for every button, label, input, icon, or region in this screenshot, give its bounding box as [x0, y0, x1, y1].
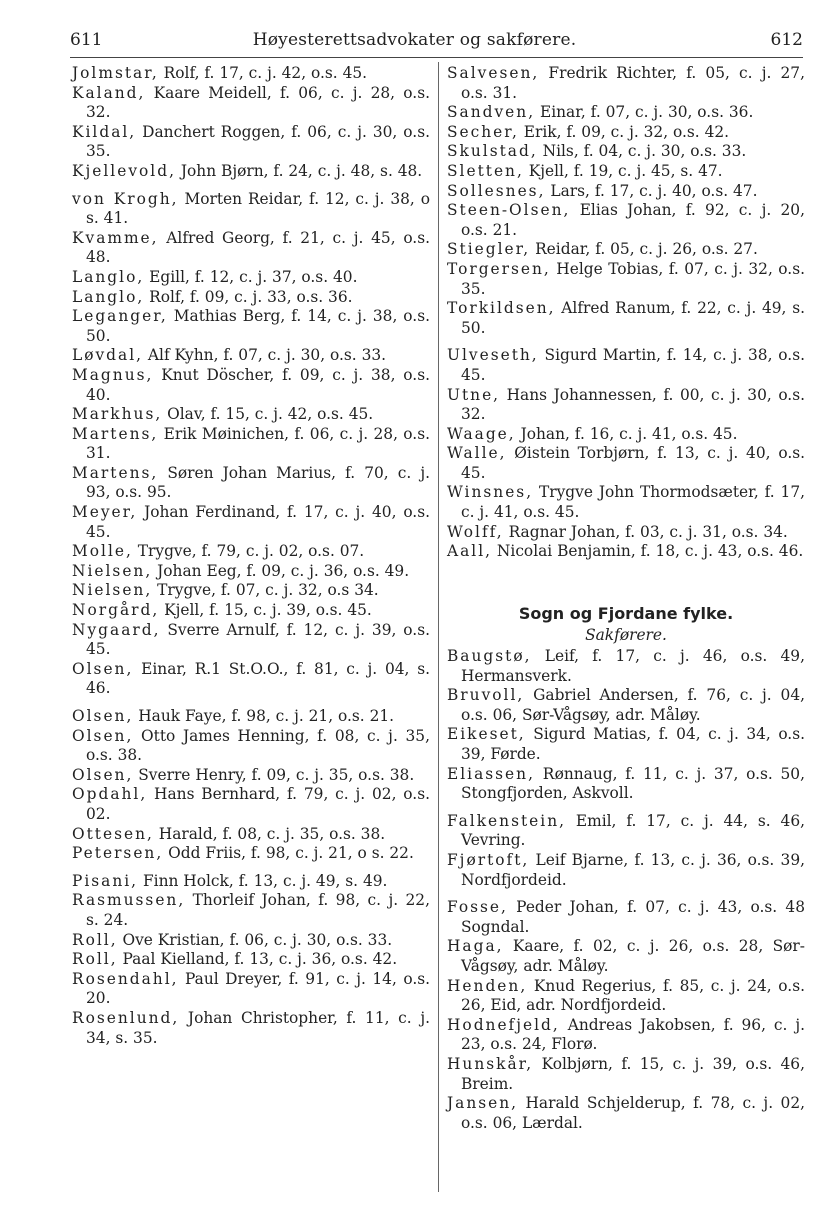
entry-surname: Fosse,: [447, 898, 508, 917]
entry-surname: Pisani,: [72, 871, 139, 890]
list-item: [72, 970, 430, 1009]
entry-surname: Nygaard,: [72, 620, 161, 639]
list-item: [72, 825, 430, 845]
entry-details: Odd Friis, f. 98, c. j. 21, o s. 22.: [163, 844, 414, 863]
entry-surname: Langlo,: [72, 287, 145, 306]
entry-details: Nils, f. 04, c. j. 30, o.s. 33.: [537, 142, 747, 161]
list-item: [447, 386, 805, 425]
entry-details: Peder Johan, f. 07, c. j. 43, o.s. 48 Sogndal.: [461, 898, 805, 936]
running-title: Høyesterettsadvokater og sakførere.: [252, 30, 577, 50]
entry-surname: Meyer,: [72, 503, 138, 522]
entry-surname: Molle,: [72, 542, 133, 561]
entry-surname: Hodnefjeld,: [447, 1015, 560, 1034]
entry-details: Knut Döscher, f. 09, c. j. 38, o.s. 40.: [86, 365, 430, 404]
entry-details: Einar, f. 07, c. j. 30, o.s. 36.: [535, 103, 754, 122]
entry-details: Mathias Berg, f. 14, c. j. 38, o.s. 50.: [86, 307, 430, 345]
entry-details: Rolf, f. 09, c. j. 33, o.s. 36.: [144, 287, 353, 306]
entry-surname: Utne,: [447, 385, 501, 404]
list-item: [72, 621, 430, 660]
list-item: [447, 123, 805, 143]
list-item: [447, 260, 805, 299]
entry-details: Ove Kristian, f. 06, c. j. 30, o.s. 33.: [117, 930, 393, 949]
list-item: [72, 891, 430, 930]
list-item: [72, 64, 430, 84]
entry-surname: Olsen,: [72, 726, 134, 745]
entry-details: Leif, f. 17, c. j. 46, o.s. 49, Hermansverk.: [461, 647, 805, 685]
entry-surname: Rosenlund,: [72, 1008, 180, 1027]
list-item: [72, 268, 430, 288]
list-item: [72, 84, 430, 123]
entry-details: Søren Johan Marius, f. 70, c. j. 93, o.s. 95.: [86, 463, 430, 502]
list-item: [447, 483, 805, 522]
entry-surname: Torgersen,: [447, 259, 551, 278]
entry-details: Johan, f. 16, c. j. 41, o.s. 45.: [515, 424, 738, 443]
entry-surname: Waage,: [447, 424, 516, 443]
entry-details: Reidar, f. 05, c. j. 26, o.s. 27.: [530, 240, 758, 259]
list-item: [72, 660, 430, 699]
list-item: [447, 182, 805, 202]
entry-surname: Roll,: [72, 930, 118, 949]
entry-details: Hans Johannessen, f. 00, c. j. 30, o.s. 32.: [461, 385, 805, 424]
entry-details: Johan Christopher, f. 11, c. j. 34, s. 35.: [86, 1008, 430, 1047]
entry-surname: Walle,: [447, 444, 507, 463]
entry-surname: Torkildsen,: [447, 299, 556, 318]
entry-details: Finn Holck, f. 13, c. j. 49, s. 49.: [138, 871, 388, 890]
section-subheading: Sakførere.: [585, 626, 667, 645]
section-heading: Sogn og Fjordane fylke.: [518, 603, 734, 623]
list-item: [72, 872, 430, 892]
entry-surname: Sandven,: [447, 103, 536, 122]
list-item: [72, 950, 430, 970]
entry-surname: Martens,: [72, 463, 159, 482]
entry-surname: Nielsen,: [72, 581, 153, 600]
entry-surname: Rasmussen,: [72, 891, 186, 910]
entry-surname: Jansen,: [447, 1094, 519, 1113]
list-item: [72, 766, 430, 786]
entry-surname: Petersen,: [72, 844, 164, 863]
entry-details: Øistein Torbjørn, f. 13, c. j. 40, o.s. 45.: [461, 444, 805, 482]
right-column: [447, 64, 805, 1133]
list-item: [72, 1009, 430, 1048]
entry-details: Leif Bjarne, f. 13, c. j. 36, o.s. 39, Nordfjordeid.: [461, 850, 805, 889]
entry-surname: Haga,: [447, 937, 504, 956]
entry-details: Helge Tobias, f. 07, c. j. 32, o.s. 35.: [461, 259, 805, 298]
list-item: [447, 1016, 805, 1055]
entry-details: Morten Reidar, f. 12, c. j. 38, o s. 41.: [86, 189, 430, 228]
list-item: [72, 785, 430, 824]
list-item: [447, 647, 805, 686]
page-number-left: 611: [70, 30, 103, 50]
entry-surname: Wolff,: [447, 522, 504, 541]
entry-surname: Nielsen,: [72, 561, 153, 580]
list-item: [72, 464, 430, 503]
entry-surname: Kvamme,: [72, 228, 159, 247]
entry-details: Danchert Roggen, f. 06, c. j. 30, o.s. 35.: [86, 122, 430, 161]
list-item: [447, 1055, 805, 1094]
entry-surname: Sollesnes,: [447, 181, 546, 200]
entry-surname: Martens,: [72, 424, 159, 443]
entry-details: Rønnaug, f. 11, c. j. 37, o.s. 50, Stongfjorden, Askvoll.: [461, 764, 805, 803]
entry-details: Hans Bernhard, f. 79, c. j. 02, o.s. 02.: [86, 785, 430, 823]
entry-details: Kolbjørn, f. 15, c. j. 39, o.s. 46, Breim.: [461, 1054, 805, 1093]
entry-surname: Aall,: [447, 542, 493, 561]
list-item: [447, 977, 805, 1016]
entry-details: Trygve John Thormodsæter, f. 17, c. j. 41, o.s. 45.: [461, 483, 805, 522]
entry-surname: Hunskår,: [447, 1054, 534, 1073]
entry-details: Trygve, f. 07, c. j. 32, o.s 34.: [152, 581, 379, 600]
entry-details: Ragnar Johan, f. 03, c. j. 31, o.s. 34.: [503, 522, 788, 541]
entry-details: Alf Kyhn, f. 07, c. j. 30, o.s. 33.: [143, 346, 387, 365]
entry-details: Johan Ferdinand, f. 17, c. j. 40, o.s. 45.: [86, 503, 430, 541]
entry-details: Gabriel Andersen, f. 76, c. j. 04, o.s. 06, Sør-Vågsøy, adr. Måløy.: [461, 686, 805, 724]
entry-details: Paal Kielland, f. 13, c. j. 36, o.s. 42.: [117, 950, 398, 969]
entry-surname: Rosendahl,: [72, 969, 179, 988]
section-entries: [447, 647, 805, 1133]
list-item: [447, 686, 805, 725]
entry-details: Alfred Georg, f. 21, c. j. 45, o.s. 48.: [86, 228, 430, 267]
list-item: [72, 425, 430, 464]
header-rule: [70, 57, 803, 58]
list-item: [447, 898, 805, 937]
entry-surname: Henden,: [447, 976, 528, 995]
page-header: [0, 0, 829, 58]
entry-surname: Eliassen,: [447, 764, 535, 783]
list-item: [447, 523, 805, 543]
entry-surname: Opdahl,: [72, 785, 148, 804]
list-item: [72, 931, 430, 951]
list-item: [72, 727, 430, 766]
entry-surname: Olsen,: [72, 765, 134, 784]
entry-surname: Ottesen,: [72, 824, 154, 843]
entry-surname: Fjørtoft,: [447, 850, 530, 869]
entry-surname: Markhus,: [72, 405, 163, 424]
list-item: [447, 725, 805, 764]
entry-details: Lars, f. 17, c. j. 40, o.s. 47.: [545, 181, 758, 200]
list-item: [447, 765, 805, 804]
entry-details: Alfred Ranum, f. 22, c. j. 49, s. 50.: [461, 299, 805, 337]
entry-details: John Bjørn, f. 24, c. j. 48, s. 48.: [175, 161, 423, 180]
column-divider: [438, 62, 439, 1192]
entry-surname: Baugstø,: [447, 647, 532, 666]
list-item: [447, 444, 805, 483]
entry-details: Egill, f. 12, c. j. 37, o.s. 40.: [144, 267, 358, 286]
entry-details: Andreas Jakobsen, f. 96, c. j. 23, o.s. 24, Florø.: [461, 1015, 805, 1054]
entry-details: Knud Regerius, f. 85, c. j. 24, o.s. 26, Eid, adr. Nordfjordeid.: [461, 976, 805, 1015]
entry-details: Kjell, f. 19, c. j. 45, s. 47.: [523, 161, 723, 180]
entry-surname: Olsen,: [72, 707, 134, 725]
left-column: [72, 64, 430, 1048]
list-item: [72, 562, 430, 582]
list-item: [72, 288, 430, 308]
entry-details: Erik Møinichen, f. 06, c. j. 28, o.s. 31.: [86, 424, 430, 463]
entry-surname: Roll,: [72, 950, 118, 969]
list-item: [447, 425, 805, 445]
entry-surname: Eikeset,: [447, 725, 526, 744]
list-item: [447, 64, 805, 103]
list-item: [72, 366, 430, 405]
entry-details: Nicolai Benjamin, f. 18, c. j. 43, o.s. 46.: [492, 542, 804, 561]
list-item: [447, 103, 805, 123]
entry-details: Sigurd Martin, f. 14, c. j. 38, o.s. 45.: [461, 346, 805, 384]
entry-surname: Sletten,: [447, 161, 524, 180]
entry-surname: Winsnes,: [447, 483, 534, 502]
list-item: [72, 307, 430, 346]
list-item: [72, 190, 430, 229]
entry-surname: Kaland,: [72, 83, 146, 102]
right-column-entries: [447, 64, 805, 562]
list-item: [72, 542, 430, 562]
page-number-right: 612: [770, 30, 803, 50]
list-item: [72, 123, 430, 162]
list-item: [447, 937, 805, 976]
entry-details: Elias Johan, f. 92, c. j. 20, o.s. 21.: [461, 201, 805, 239]
entry-details: Rolf, f. 17, c. j. 42, o.s. 45.: [158, 64, 368, 82]
list-item: [447, 240, 805, 260]
entry-surname: Leganger,: [72, 307, 168, 326]
list-item: [72, 346, 430, 366]
entry-details: Erik, f. 09, c. j. 32, o.s. 42.: [518, 122, 730, 141]
entry-surname: Jolmstar,: [72, 64, 159, 82]
entry-details: Otto James Henning, f. 08, c. j. 35, o.s. 38.: [86, 726, 430, 765]
entry-details: Harald, f. 08, c. j. 35, o.s. 38.: [153, 824, 386, 843]
entry-details: Hauk Faye, f. 98, c. j. 21, o.s. 21.: [133, 707, 395, 725]
list-item: [447, 142, 805, 162]
entry-details: Johan Eeg, f. 09, c. j. 36, o.s. 49.: [152, 561, 410, 580]
list-item: [72, 601, 430, 621]
entry-details: Kaare Meidell, f. 06, c. j. 28, o.s. 32.: [86, 83, 430, 122]
entry-surname: Løvdal,: [72, 346, 144, 365]
entry-surname: Salvesen,: [447, 64, 540, 82]
entry-surname: Ulveseth,: [447, 346, 539, 365]
list-item: [447, 299, 805, 338]
list-item: [72, 844, 430, 864]
list-item: [72, 162, 430, 182]
list-item: [447, 812, 805, 851]
list-item: [447, 1094, 805, 1133]
entry-surname: Bruvoll,: [447, 686, 525, 705]
entry-surname: Olsen,: [72, 659, 134, 678]
entry-details: Harald Schjelderup, f. 78, c. j. 02, o.s. 06, Lærdal.: [461, 1094, 805, 1132]
entry-details: Kjell, f. 15, c. j. 39, o.s. 45.: [159, 601, 372, 620]
entry-surname: Skulstad,: [447, 142, 538, 161]
entry-details: Emil, f. 17, c. j. 44, s. 46, Vevring.: [461, 811, 805, 850]
list-item: [447, 162, 805, 182]
list-item: [447, 542, 805, 562]
list-item: [447, 851, 805, 890]
entry-details: Einar, R.1 St.O.O., f. 81, c. j. 04, s. 46.: [86, 659, 430, 698]
entry-surname: Steen-Olsen,: [447, 201, 571, 220]
list-item: [72, 707, 430, 727]
list-item: [72, 503, 430, 542]
entry-details: Sigurd Matias, f. 04, c. j. 34, o.s. 39, Førde.: [461, 725, 805, 763]
entry-surname: Langlo,: [72, 267, 145, 286]
entry-details: Fredrik Richter, f. 05, c. j. 27, o.s. 31.: [461, 64, 805, 102]
entry-details: Olav, f. 15, c. j. 42, o.s. 45.: [162, 405, 374, 424]
list-item: [72, 405, 430, 425]
entry-details: Kaare, f. 02, c. j. 26, o.s. 28, Sør-Vågsøy, adr. Måløy.: [461, 937, 805, 975]
entry-details: Thorleif Johan, f. 98, c. j. 22, s. 24.: [86, 891, 430, 929]
entry-details: Trygve, f. 79, c. j. 02, o.s. 07.: [132, 542, 365, 561]
entry-surname: Secher,: [447, 122, 519, 141]
entry-details: Sverre Arnulf, f. 12, c. j. 39, o.s. 45.: [86, 620, 430, 659]
entry-surname: Falkenstein,: [447, 811, 566, 830]
entry-details: Paul Dreyer, f. 91, c. j. 14, o.s. 20.: [86, 969, 430, 1008]
entry-surname: Kildal,: [72, 122, 137, 141]
entry-surname: Norgård,: [72, 601, 160, 620]
list-item: [72, 229, 430, 268]
entry-details: Sverre Henry, f. 09, c. j. 35, o.s. 38.: [133, 765, 415, 784]
entry-surname: Magnus,: [72, 365, 154, 384]
list-item: [447, 346, 805, 385]
entry-surname: von Krogh,: [72, 189, 179, 208]
list-item: [72, 581, 430, 601]
entry-surname: Stiegler,: [447, 240, 531, 259]
list-item: [447, 201, 805, 240]
entry-surname: Kjellevold,: [72, 161, 176, 180]
